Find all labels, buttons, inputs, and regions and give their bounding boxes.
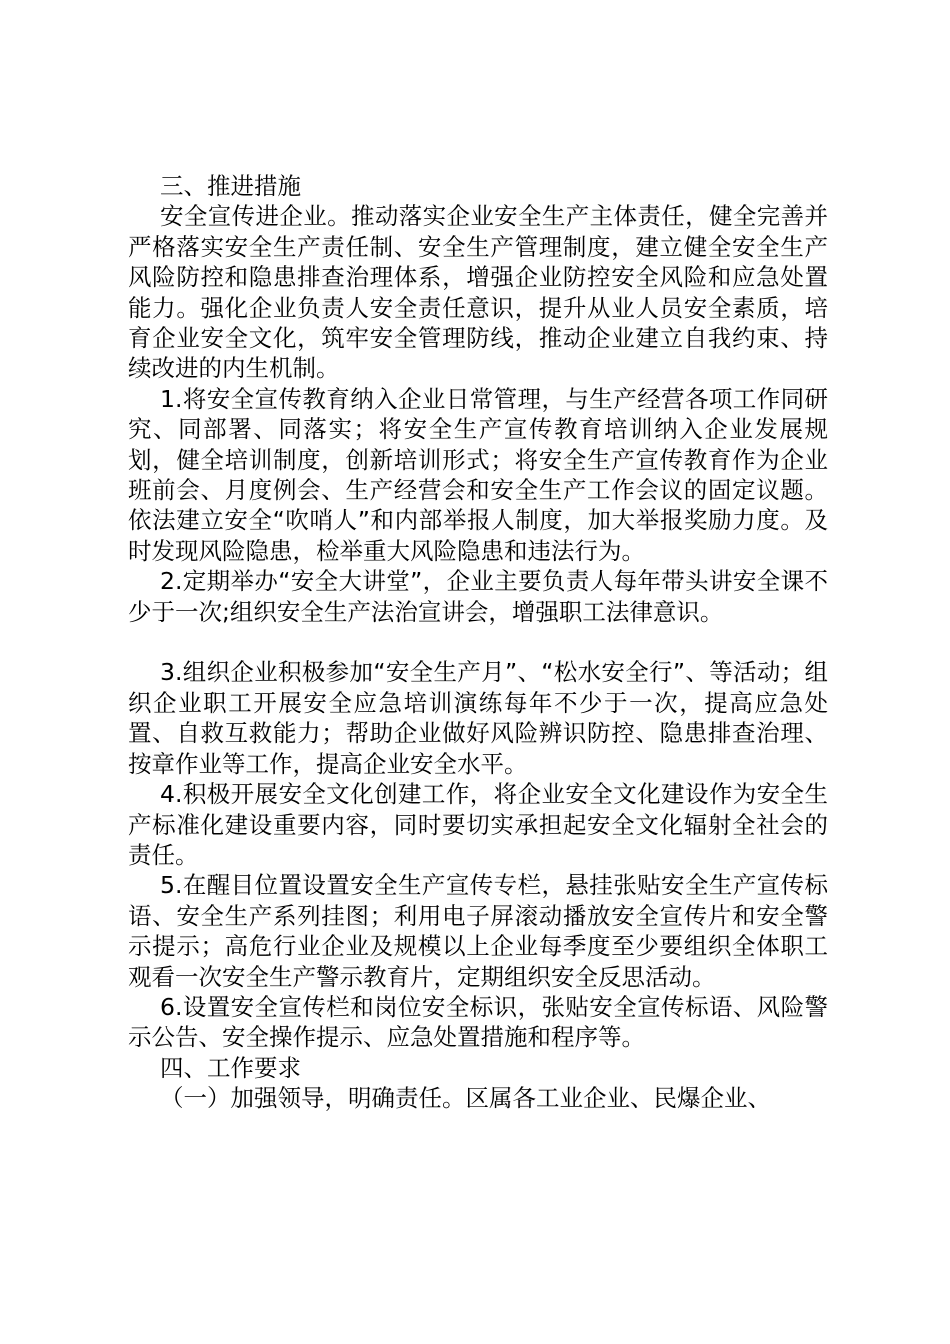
section-heading-measures: 三、推进措施 <box>160 172 301 200</box>
paragraph-requirement-1: （一）加强领导，明确责任。区属各工业企业、民爆企业、 <box>160 1084 771 1113</box>
paragraph-item-4: 4.积极开展安全文化创建工作，将企业安全文化建设作为安全生产标准化建设重要内容，同时要切实承担起安全文化辐射全社会的责任。 <box>128 780 828 869</box>
paragraph-item-6: 6.设置安全宣传栏和岗位安全标识，张贴安全宣传标语、风险警示公告、安全操作提示、应急处置措施和程序等。 <box>128 992 828 1052</box>
paragraph-item-1: 1.将安全宣传教育纳入企业日常管理，与生产经营各项工作同研究、同部署、同落实；将安全生产宣传教育培训纳入企业发展规划，健全培训制度，创新培训形式；将安全生产宣传教育作为企业班前会、月度例会、生产经营会和安全生产工作会议的固定议题。依法建立安全“吹哨人”和内部举报人制度，加大举报奖励力度。及时发现风险隐患，检举重大风险隐患和违法行为。 <box>128 384 828 565</box>
blank-line <box>128 627 828 657</box>
section-heading-requirements: 四、工作要求 <box>160 1053 301 1082</box>
document-body <box>128 171 828 1114</box>
paragraph-item-5: 5.在醒目位置设置安全生产宣传专栏，悬挂张贴安全生产宣传标语、安全生产系列挂图；利用电子屏滚动播放安全宣传片和安全警示提示；高危行业企业及规模以上企业每季度至少要组织全体职工观看一次安全生产警示教育片，定期组织安全反思活动。 <box>128 871 828 991</box>
paragraph-item-2: 2.定期举办“安全大讲堂”，企业主要负责人每年带头讲安全课不少于一次;组织安全生产法治宣讲会，增强职工法律意识。 <box>128 567 828 626</box>
paragraph-intro: 安全宣传进企业。推动落实企业安全生产主体责任，健全完善并严格落实安全生产责任制、安全生产管理制度，建立健全安全生产风险防控和隐患排查治理体系，增强企业防控安全风险和应急处置能力。强化企业负责人安全责任意识，提升从业人员安全素质，培育企业安全文化，筑牢安全管理防线，推动企业建立自我约束、持续改进的内生机制。 <box>128 202 828 383</box>
paragraph-item-3: 3.组织企业积极参加“安全生产月”、“松水安全行”、等活动；组织企业职工开展安全应急培训演练每年不少于一次，提高应急处置、自救互救能力；帮助企业做好风险辨识防控、隐患排查治理、按章作业等工作，提高企业安全水平。 <box>128 658 828 778</box>
